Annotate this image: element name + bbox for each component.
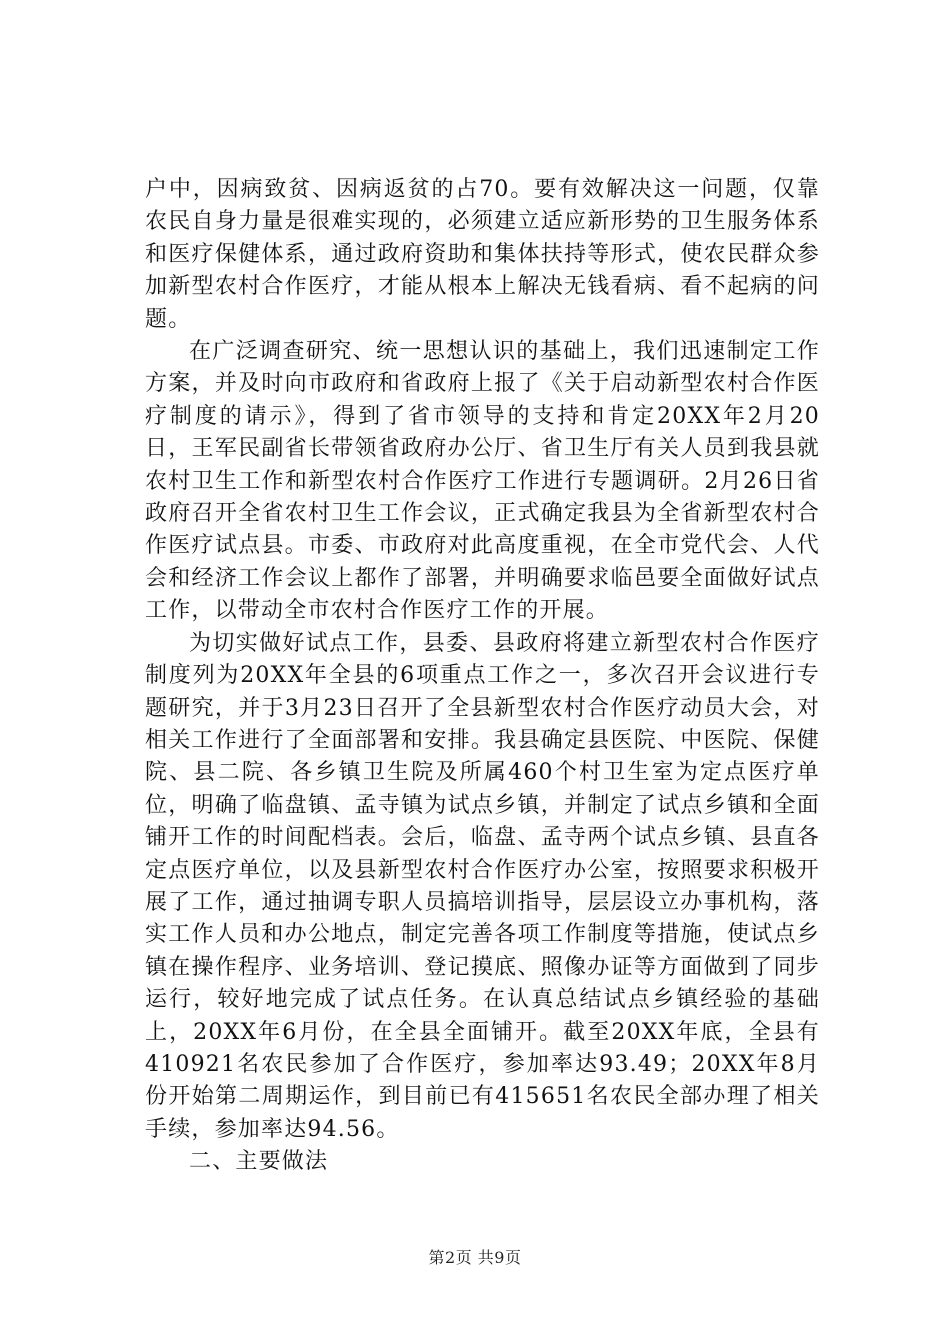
- paragraph-3: 为切实做好试点工作，县委、县政府将建立新型农村合作医疗制度列为20XX年全县的6项重点工作之一，多次召开会议进行专题研究，并于3月23日召开了全县新型农村合作医疗动员大会，对相关工作进行了全面部署和安排。我县确定县医院、中医院、保健院、县二院、各乡镇卫生院及所属460个村卫生室为定点医疗单位，明确了临盘镇、孟寺镇为试点乡镇，并制定了试点乡镇和全面铺开工作的时间配档表。会后，临盘、孟寺两个试点乡镇、县直各定点医疗单位，以及县新型农村合作医疗办公室，按照要求积极开展了工作，通过抽调专职人员搞培训指导，层层设立办事机构，落实工作人员和办公地点，制定完善各项工作制度等措施，使试点乡镇在操作程序、业务培训、登记摸底、照像办证等方面做到了同步运行，较好地完成了试点任务。在认真总结试点乡镇经验的基础上，20XX年6月份，在全县全面铺开。截至20XX年底，全县有410921名农民参加了合作医疗，参加率达93.49；20XX年8月份开始第二周期运作，到目前已有415651名农民全部办理了相关手续，参加率达94.56。: [145, 630, 820, 1142]
- section-heading: 二、主要做法: [189, 1149, 329, 1175]
- paragraph-2: 在广泛调查研究、统一思想认识的基础上，我们迅速制定工作方案，并及时向市政府和省政府上报了《关于启动新型农村合作医疗制度的请示》，得到了省市领导的支持和肯定20XX年2月20日，王军民副省长带领省政府办公厅、省卫生厅有关人员到我县就农村卫生工作和新型农村合作医疗工作进行专题调研。2月26日省政府召开全省农村卫生工作会议，正式确定我县为全省新型农村合作医疗试点县。市委、市政府对此高度重视，在全市党代会、人代会和经济工作会议上都作了部署，并明确要求临邑要全面做好试点工作，以带动全市农村合作医疗工作的开展。: [145, 339, 820, 624]
- document-body: [145, 174, 820, 1179]
- page-footer: 第2页 共9页: [428, 1248, 522, 1267]
- paragraph-1: 户中，因病致贫、因病返贫的占70。要有效解决这一问题，仅靠农民自身力量是很难实现的，必须建立适应新形势的卫生服务体系和医疗保健体系，通过政府资助和集体扶持等形式，使农民群众参加新型农村合作医疗，才能从根本上解决无钱看病、看不起病的问题。: [145, 177, 820, 332]
